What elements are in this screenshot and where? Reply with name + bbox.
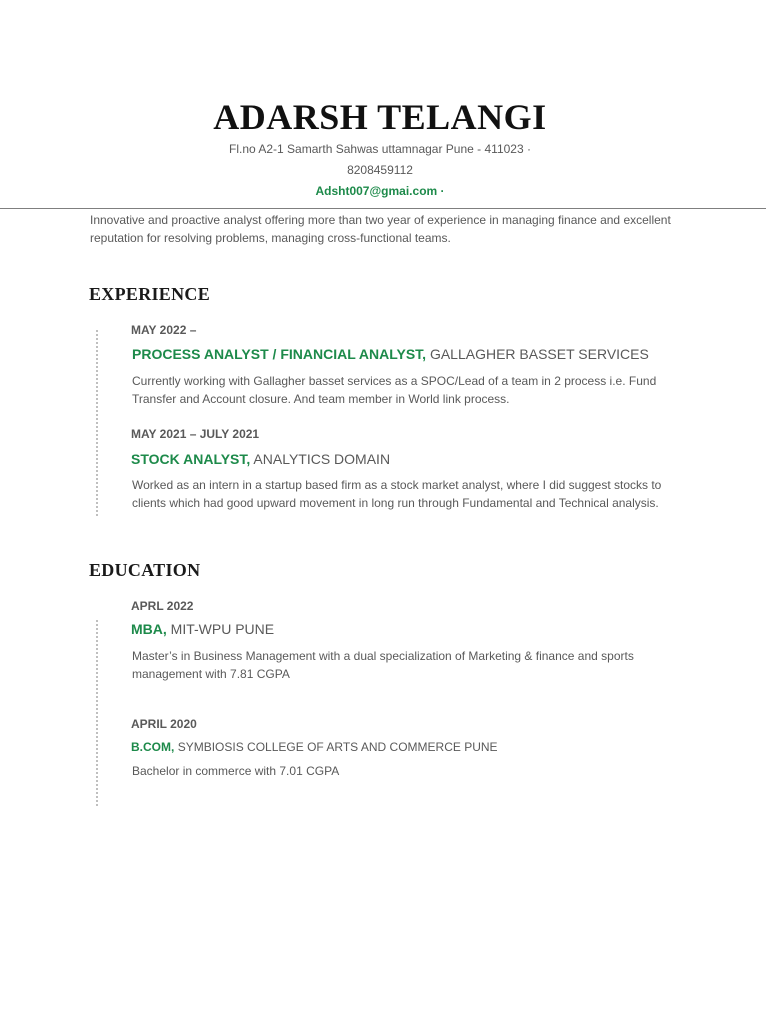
experience-heading: EXPERIENCE xyxy=(89,284,211,304)
degree-name: MBA, xyxy=(131,621,167,637)
experience-description: Worked as an intern in a startup based firm as a stock market analyst, where I did suggest stocks to clients which had good upward movement in long run through Fundamental and Technical analysis. xyxy=(132,478,662,510)
experience-role xyxy=(132,346,649,362)
company-name: ANALYTICS DOMAIN xyxy=(253,451,391,467)
contact-address: Fl.no A2-1 Samarth Sahwas uttamnagar Pune - 411023 · xyxy=(229,142,531,156)
education-degree xyxy=(131,740,498,754)
contact-phone: 8208459112 xyxy=(347,163,413,177)
experience-date: MAY 2022 – xyxy=(131,323,197,337)
education-date: APRL 2022 xyxy=(131,599,194,613)
education-description: Bachelor in commerce with 7.01 CGPA xyxy=(132,764,340,778)
experience-timeline-line xyxy=(96,330,98,516)
experience-date: MAY 2021 – JULY 2021 xyxy=(131,427,260,441)
contact-email[interactable]: Adsht007@gmai.com · xyxy=(315,184,445,198)
education-degree xyxy=(131,621,274,637)
education-timeline-line xyxy=(96,620,98,806)
job-title: PROCESS ANALYST / FINANCIAL ANALYST, xyxy=(132,346,427,362)
experience-description: Currently working with Gallagher basset services as a SPOC/Lead of a team in 2 process i.e. Fund Transfer and Account closure. And team member in World link process. xyxy=(132,374,657,406)
summary-text: Innovative and proactive analyst offering more than two year of experience in managing finance and excellent reputation for resolving problems, managing cross-functional teams. xyxy=(90,213,671,245)
company-name: GALLAGHER BASSET SERVICES xyxy=(429,346,649,362)
education-description: Master’s in Business Management with a dual specialization of Marketing & finance and sports management with 7.81 CGPA xyxy=(132,649,634,681)
header-divider xyxy=(0,208,766,209)
degree-name: B.COM, xyxy=(131,740,175,754)
education-heading: EDUCATION xyxy=(89,560,201,580)
institution-name: SYMBIOSIS COLLEGE OF ARTS AND COMMERCE PUNE xyxy=(177,740,498,754)
resume-name: ADARSH TELANGI xyxy=(213,97,547,137)
institution-name: MIT-WPU PUNE xyxy=(170,621,275,637)
experience-role xyxy=(131,451,390,467)
job-title: STOCK ANALYST, xyxy=(131,451,251,467)
education-date: APRIL 2020 xyxy=(131,717,197,731)
